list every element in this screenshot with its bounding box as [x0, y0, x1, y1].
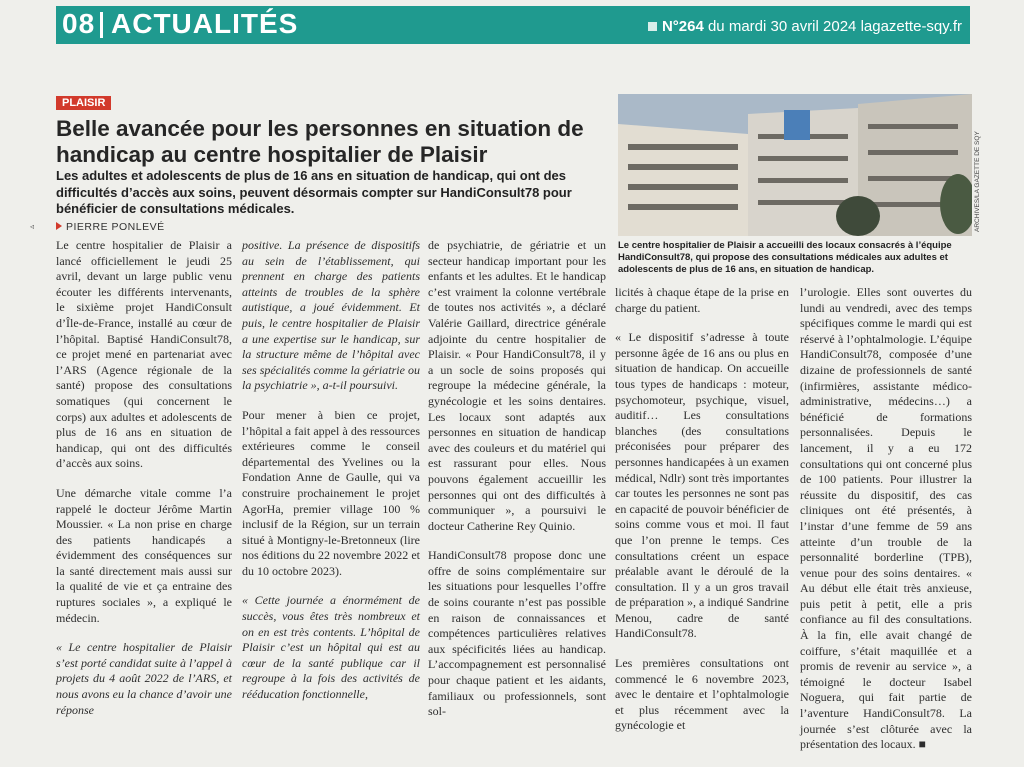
hospital-building-illustration	[618, 94, 972, 236]
photo-caption: Le centre hospitalier de Plaisir a accueilli des locaux consacrés à l’équipe HandiConsult78, qui propose des consultations médicales aux adultes et adolescents de plus de 16 ans, en situation de handicap.	[618, 240, 952, 275]
paragraph: Le centre hospitalier de Plaisir a lancé officiellement le jeudi 25 avril, devant un large public venu écouter les différents intervenants, le sixième projet HandiConsult d’Île-de-France, installé au cœur de l’hôpital. Baptisé HandiConsult78, ce projet mené en partenariat avec l’ARS (Agence régionale de la santé) propose des consultations somatiques (qui concernent le corps) aux adultes et adolescents de plus de 16 ans en situation de handicap, qui ont des difficultés d’accès aux soins.	[56, 238, 232, 471]
paragraph: Les premières consultations ont commencé le 6 novembre 2023, avec le dentaire et l’ophtalmologie et plus récemment avec la gynécologie et	[615, 656, 789, 733]
page-number: 08	[62, 8, 96, 39]
margin-mark: ◃	[30, 222, 35, 231]
photo-credit: ARCHIVES/LA GAZETTE DE SQY	[974, 131, 981, 232]
paragraph: HandiConsult78 propose donc une offre de soins complémentaire sur les situations pour lesquelles l’offre de soins courante n’est pas possible en raison de connaissances et compétences particulières relatives aux spécificités liées au handicap. L’accompagnement est personnalisé pour chaque patient et les aidants, familiaux ou professionnels, sont sol-	[428, 548, 606, 719]
article-lede: Les adultes et adolescents de plus de 16 ans en situation de handicap, qui ont des difficultés d’accès aux soins, peuvent désormais compter sur HandiConsult78 pour bénéficier de consultations médicales.	[56, 168, 572, 216]
byline	[56, 221, 165, 233]
square-icon	[648, 22, 657, 31]
paragraph: « Le dispositif s’adresse à toute personne âgée de 16 ans ou plus en situation de handicap. On accueille tous types de handicaps : moteur, psychomoteur, psychique, visuel, auditif… Les consultations blanches (des consultations préconisées pour préparer des personnes handicapées à un examen médical, Ndlr) sont très importantes car toutes les personnes ne sont pas en capacité de pouvoir bénéficier de soins comme vous et moi. Il faut que l’on prenne le temps. Ces consultations créent un espace préalable avant le déroulé de la consultation. Il y a un gros travail de préparation », a indiqué Sandrine Menou, cadre de santé HandiConsult78.	[615, 330, 789, 641]
article-column-1	[56, 238, 232, 732]
issue-number: N°264	[661, 18, 704, 35]
article-column-3	[428, 238, 606, 734]
author-name: PIERRE PONLEVÉ	[66, 221, 165, 233]
article-column-2	[242, 238, 420, 717]
issue-info	[648, 18, 962, 35]
paragraph: licités à chaque étape de la prise en charge du patient.	[615, 285, 789, 315]
page-header	[56, 6, 970, 44]
section-title: ACTUALITÉS	[111, 8, 299, 39]
article-column-4	[615, 285, 789, 748]
article-column-5	[800, 285, 972, 767]
issue-date: du mardi 30 avril 2024	[707, 18, 857, 35]
site-url[interactable]: lagazette-sqy.fr	[860, 18, 962, 35]
header-divider	[100, 12, 103, 38]
hospital-photo	[618, 94, 972, 236]
triangle-icon	[56, 222, 62, 230]
paragraph: l’urologie. Elles sont ouvertes du lundi au vendredi, avec des temps spécifiques comme le mardi qui est réservé à l’ophtalmologie. L’équipe HandiConsult78, composée d’une dizaine de professionnels de santé (infirmières, assistante médico-administrative, médecins…) a bénéficié de formations personnalisées. Depuis le lancement, il y a eu 172 consultations qui ont concerné plus de 100 patients. Pour illustrer la réussite du dispositif, des cas cliniques ont été présentés, à l’instar d’une femme de 59 ans atteinte d’un trouble de la personnalité borderline (TPB), venue pour des soins dentaires. « Au début elle était très anxieuse, puis petit à petit, elle a pris confiance au fil des consultations. À la fin, elle avait changé de coiffure, s’était maquillée et a promis de revenir au service », a témoigné le docteur Isabel Noguera, qui fait partie de l’aventure HandiConsult78. La journée s’est clôturée avec la présentation des locaux. ■	[800, 285, 972, 752]
article-headline: Belle avancée pour les personnes en situation de handicap au centre hospitalier de Plaisir	[56, 116, 584, 167]
paragraph: de psychiatrie, de gériatrie et un secteur handicap important pour les enfants et les adultes. Et le handicap c’est vraiment la colonne vertébrale de toutes nos activités », a déclaré Valérie Gaillard, directrice générale adjointe du centre hospitalier de Plaisir. « Pour HandiConsult78, il y a un socle de soins proposés qui regroupe la médecine générale, la gynécologie et les soins dentaires. Les locaux sont adaptés aux personnes en situation de handicap avec des couleurs et du matériel qui est rassurant pour elles. Nous pouvons également accueillir les personnes qui ont des difficultés à communiquer », a poursuivi le docteur Catherine Rey Quinio.	[428, 238, 606, 533]
paragraph: Pour mener à bien ce projet, l’hôpital a fait appel à des ressources extérieures comme le conseil départemental des Yvelines ou la Fondation Anne de Gaulle, qui va construire prochainement le projet AgorHa, premier village 100 % inclusif de la Région, sur un terrain situé à Montigny-le-Bretonneux (lire nos éditions du 22 novembre 2022 et du 10 octobre 2023).	[242, 407, 420, 578]
paragraph: positive. La présence de dispositifs au sein de l’établissement, qui prennent en charge des patients atteints de troubles de la sphère autistique, a joué évidemment. Et puis, le centre hospitalier de Plaisir a une expertise sur le handicap, sur la structure même de l’hôpital avec ses spécialités comme la gériatrie ou la psychiatrie », a-t-il poursuivi.	[242, 238, 420, 393]
category-tag: PLAISIR	[56, 96, 111, 110]
paragraph: Une démarche vitale comme l’a rappelé le docteur Jérôme Martin Moussier. « La non prise en charge des patients handicapés a évidemment des conséquences sur la santé directement mais aussi sur la qualité de vie et ça entraine des ruptures sociales », a expliqué le médecin.	[56, 485, 232, 625]
paragraph: « Le centre hospitalier de Plaisir s’est porté candidat suite à l’appel à projets du 4 août 2022 de l’ARS, et nous avons eu la chance d’avoir une réponse	[56, 640, 232, 717]
paragraph: « Cette journée a énormément de succès, vous êtes très nombreux et on en est très contents. L’hôpital de Plaisir c’est un hôpital qui est au cœur de la santé publique car il regroupe à la fois des activités de rééducation fonctionnelle,	[242, 593, 420, 702]
